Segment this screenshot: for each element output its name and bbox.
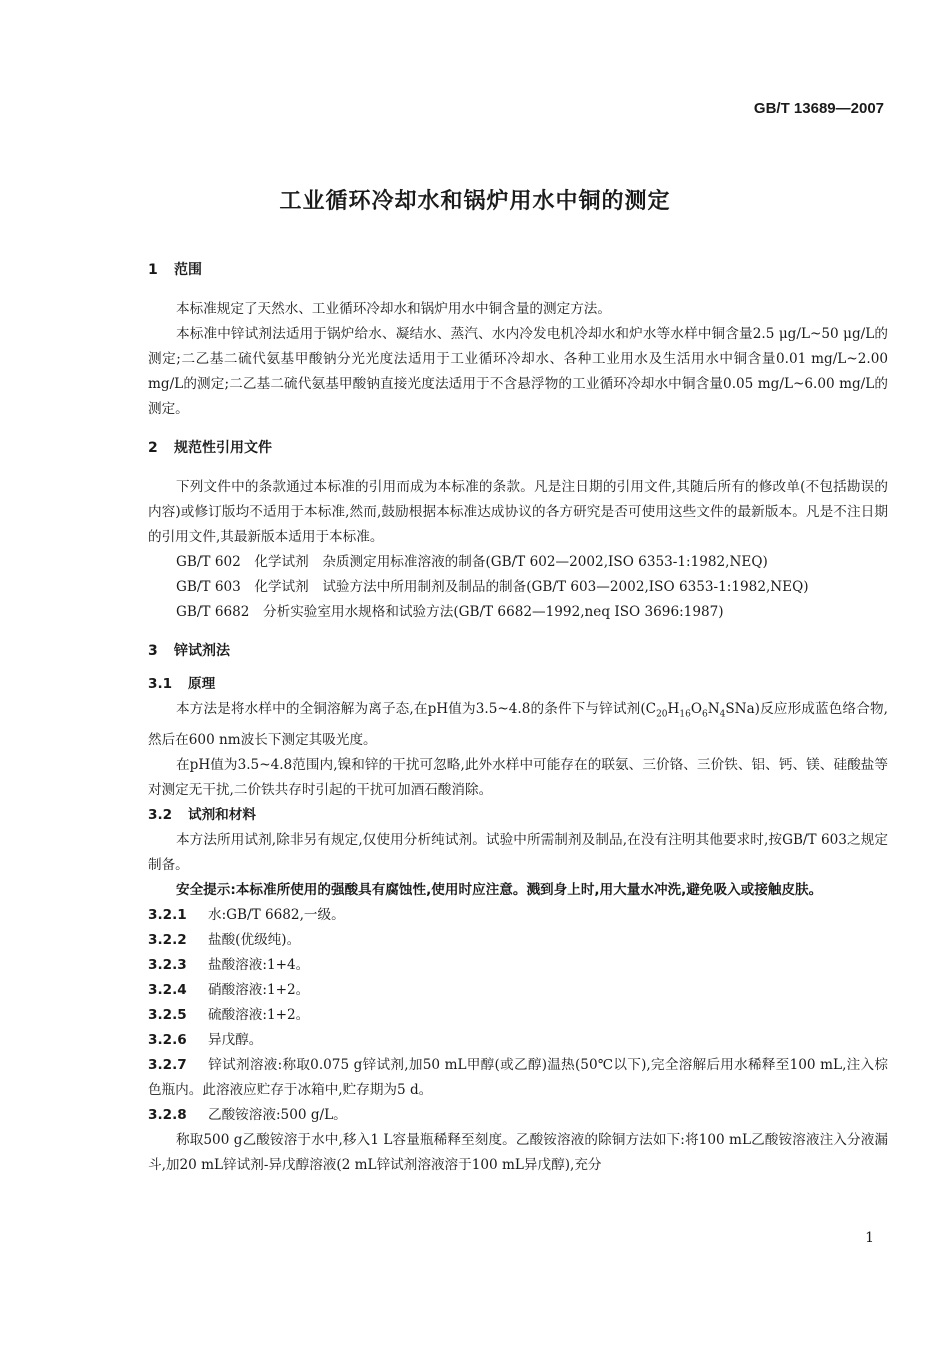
reference-item: GB/T 602 化学试剂 杂质测定用标准溶液的制备(GB/T 602—2002,ISO 6353-1:1982,NEQ) (176, 554, 768, 570)
list-item: 3.2.1 水:GB/T 6682,一级。 (148, 906, 345, 923)
section-1-paragraph-1: 本标准规定了天然水、工业循环冷却水和锅炉用水中铜含量的测定方法。 (176, 301, 611, 317)
list-item: 3.2.7 锌试剂溶液:称取0.075 g锌试剂,加50 mL甲醇(或乙醇)温热(50℃以下),完全溶解后用水稀释至100 mL,注入棕色瓶内。此溶液应贮存于冰箱中,贮存期为5 d。 (148, 1056, 888, 1098)
section-3-heading: 3 锌试剂法 (148, 643, 230, 659)
section-2-paragraph: 下列文件中的条款通过本标准的引用而成为本标准的条款。凡是注日期的引用文件,其随后所有的修改单(不包括勘误的内容)或修订版均不适用于本标准,然而,鼓励根据本标准达成协议的各方研究是否可使用这些文件的最新版本。凡是不注日期的引用文件,其最新版本适用于本标准。 (148, 479, 888, 545)
section-3-2-paragraph: 本方法所用试剂,除非另有规定,仅使用分析纯试剂。试验中所需制剂及制品,在没有注明其他要求时,按GB/T 603之规定制备。 (148, 831, 888, 873)
section-2-heading: 2 规范性引用文件 (148, 440, 272, 456)
list-item: 3.2.2 盐酸(优级纯)。 (148, 931, 301, 948)
reference-item: GB/T 603 化学试剂 试验方法中所用制剂及制品的制备(GB/T 603—2002,ISO 6353-1:1982,NEQ) (176, 579, 809, 595)
standard-number: GB/T 13689—2007 (753, 100, 884, 117)
list-item: 3.2.6 异戊醇。 (148, 1031, 263, 1048)
list-item: 3.2.8 乙酸铵溶液:500 g/L。 (148, 1106, 347, 1123)
reference-item: GB/T 6682 分析实验室用水规格和试验方法(GB/T 6682—1992,neq ISO 3696:1987) (176, 604, 724, 620)
document-title: 工业循环冷却水和锅炉用水中铜的测定 (279, 189, 671, 214)
document-body (148, 258, 888, 1178)
section-1-paragraph-2: 本标准中锌试剂法适用于锅炉给水、凝结水、蒸汽、水内冷发电机冷却水和炉水等水样中铜含量2.5 μg/L~50 μg/L的测定;二乙基二硫代氨基甲酸钠分光光度法适用于工业循环冷却水、各种工业用水及生活用水中铜含量0.01 mg/L~2.00 mg/L的测定;二乙基二硫代氨基甲酸钠直接光度法适用于不含悬浮物的工业循环冷却水中铜含量0.05 mg/L~6.00 mg/L的测定。 (148, 326, 888, 417)
section-3-1-paragraph-1: 本方法是将水样中的全铜溶解为离子态,在pH值为3.5~4.8的条件下与锌试剂$(C_{20}H_{16}O_6N_4SNa)$反应形成蓝色络合物,然后在600 nm波长下测定其吸光度。 (148, 701, 888, 748)
list-item: 3.2.3 盐酸溶液:1+4。 (148, 956, 310, 973)
section-1-heading: 1 范围 (148, 262, 202, 278)
section-3-2-heading: 3.2 试剂和材料 (148, 806, 256, 823)
safety-notice: 安全提示:本标准所使用的强酸具有腐蚀性,使用时应注意。溅到身上时,用大量水冲洗,避免吸入或接触皮肤。 (176, 881, 823, 898)
list-item: 3.2.5 硫酸溶液:1+2。 (148, 1006, 310, 1023)
list-item: 3.2.4 硝酸溶液:1+2。 (148, 981, 310, 998)
page-number: 1 (865, 1230, 874, 1246)
section-3-2-8-paragraph: 称取500 g乙酸铵溶于水中,移入1 L容量瓶稀释至刻度。乙酸铵溶液的除铜方法如下:将100 mL乙酸铵溶液注入分液漏斗,加20 mL锌试剂-异戊醇溶液(2 mL锌试剂溶液溶于100 mL异戊醇),充分 (148, 1131, 888, 1173)
section-3-1-heading: 3.1 原理 (148, 676, 216, 692)
section-3-1-paragraph-2: 在pH值为3.5~4.8范围内,镍和锌的干扰可忽略,此外水样中可能存在的联氨、三价铬、三价铁、铝、钙、镁、硅酸盐等对测定无干扰,二价铁共存时引起的干扰可加酒石酸消除。 (148, 756, 888, 798)
